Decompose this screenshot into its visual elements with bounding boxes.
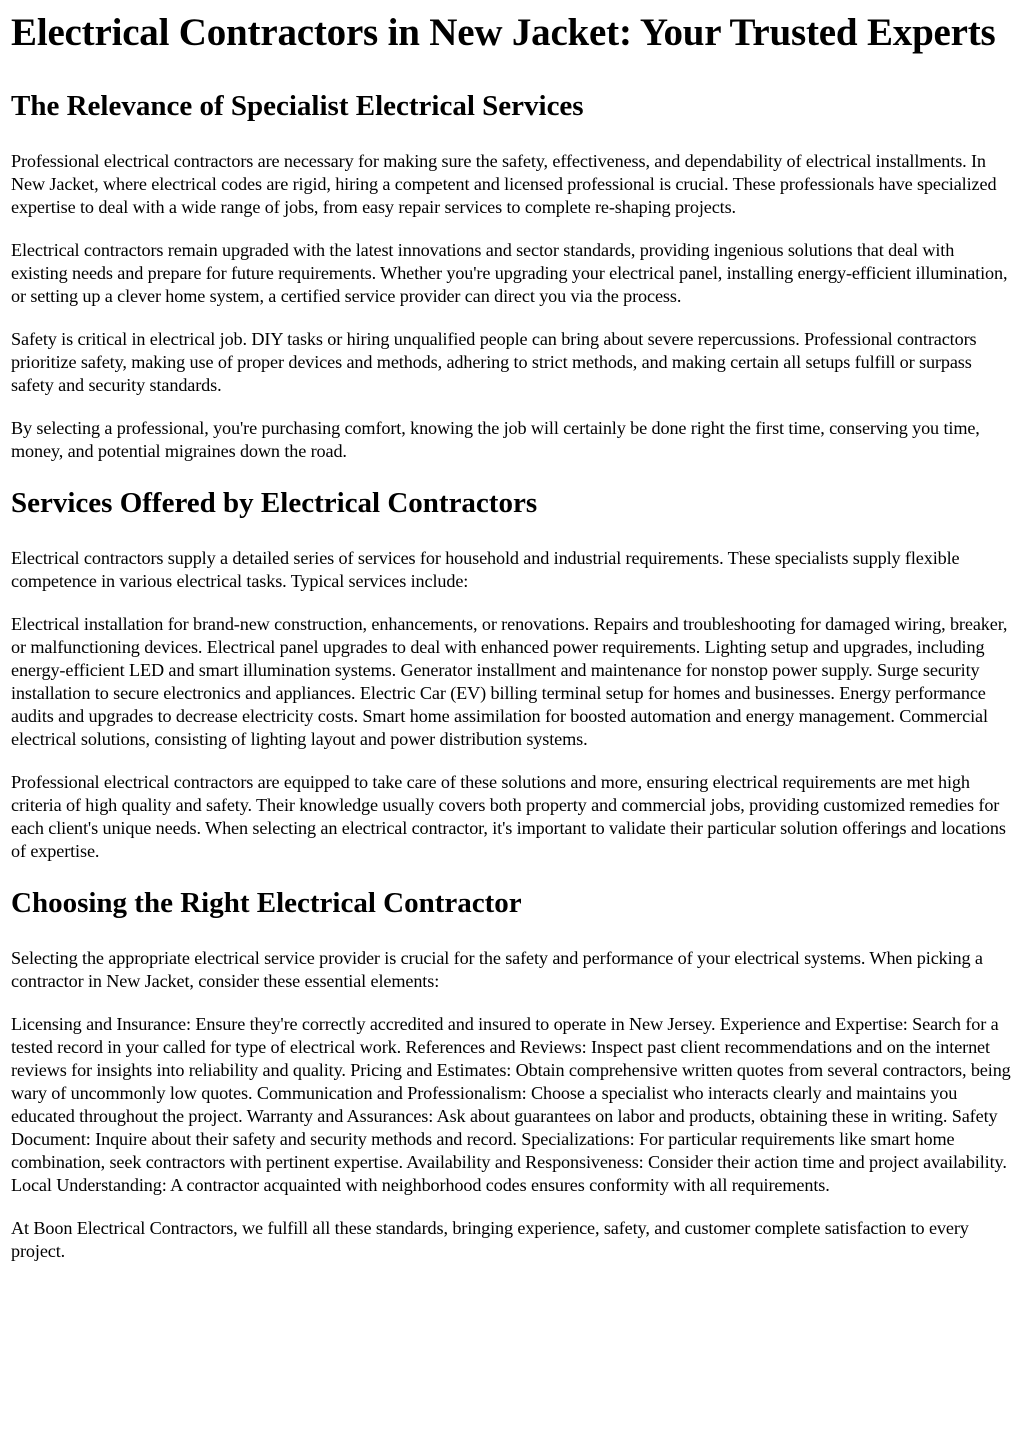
section-heading: Choosing the Right Electrical Contractor	[11, 887, 522, 919]
page-title: Electrical Contractors in New Jacket: Your Trusted Experts	[11, 11, 996, 54]
section-choosing	[11, 886, 1013, 1263]
paragraph: By selecting a professional, you're purchasing comfort, knowing the job will certainly be done right the first time, conserving you time, money, and potential migraines down the road.	[11, 418, 980, 461]
paragraph: Licensing and Insurance: Ensure they're correctly accredited and insured to operate in New Jersey. Experience and Expertise: Search for a tested record in your called for type of electrical work. References and Reviews: Inspect past client recommendations and on the internet reviews for insights into reliability and quality. Pricing and Estimates: Obtain comprehensive written quotes from several contractors, being wary of uncommonly low quotes. Communication and Professionalism: Choose a specialist who interacts clearly and maintains you educated throughout the project. Warranty and Assurances: Ask about guarantees on labor and products, obtaining these in writing. Safety Document: Inquire about their safety and security methods and record. Specializations: For particular requirements like smart home combination, seek contractors with pertinent expertise. Availability and Responsiveness: Consider their action time and project availability. Local Understanding: A contractor acquainted with neighborhood codes ensures conformity with all requirements.	[11, 1014, 1011, 1195]
paragraph: Professional electrical contractors are equipped to take care of these solutions and more, ensuring electrical requirements are met high criteria of high quality and safety. Their knowledge usually covers both property and commercial jobs, providing customized remedies for each client's unique needs. When selecting an electrical contractor, it's important to validate their particular solution offerings and locations of expertise.	[11, 772, 1006, 861]
section-services	[11, 486, 1013, 863]
paragraph: Electrical contractors remain upgraded with the latest innovations and sector standards, providing ingenious solutions that deal with existing needs and prepare for future requirements. Whether you're upgrading your electrical panel, installing energy-efficient illumination, or setting up a clever home system, a certified service provider can direct you via the process.	[11, 240, 1008, 306]
paragraph: Selecting the appropriate electrical service provider is crucial for the safety and performance of your electrical systems. When picking a contractor in New Jacket, consider these essential elements:	[11, 948, 983, 991]
paragraph: Safety is critical in electrical job. DIY tasks or hiring unqualified people can bring about severe repercussions. Professional contractors prioritize safety, making use of proper devices and methods, adhering to strict methods, and making certain all setups fulfill or surpass safety and security standards.	[11, 329, 977, 395]
paragraph: Professional electrical contractors are necessary for making sure the safety, effectiveness, and dependability of electrical installments. In New Jacket, where electrical codes are rigid, hiring a competent and licensed professional is crucial. These professionals have specialized expertise to deal with a wide range of jobs, from easy repair services to complete re-shaping projects.	[11, 151, 997, 217]
paragraph: Electrical installation for brand-new construction, enhancements, or renovations. Repairs and troubleshooting for damaged wiring, breaker, or malfunctioning devices. Electrical panel upgrades to deal with enhanced power requirements. Lighting setup and upgrades, including energy-efficient LED and smart illumination systems. Generator installment and maintenance for nonstop power supply. Surge security installation to secure electronics and appliances. Electric Car (EV) billing terminal setup for homes and businesses. Energy performance audits and upgrades to decrease electricity costs. Smart home assimilation for boosted automation and energy management. Commercial electrical solutions, consisting of lighting layout and power distribution systems.	[11, 614, 1008, 749]
paragraph: Electrical contractors supply a detailed series of services for household and industrial requirements. These specialists supply flexible competence in various electrical tasks. Typical services include:	[11, 548, 960, 591]
section-relevance	[11, 89, 1013, 463]
paragraph: At Boon Electrical Contractors, we fulfill all these standards, bringing experience, safety, and customer complete satisfaction to every project.	[11, 1218, 969, 1261]
section-heading: Services Offered by Electrical Contractors	[11, 487, 538, 519]
section-heading: The Relevance of Specialist Electrical Services	[11, 90, 584, 122]
